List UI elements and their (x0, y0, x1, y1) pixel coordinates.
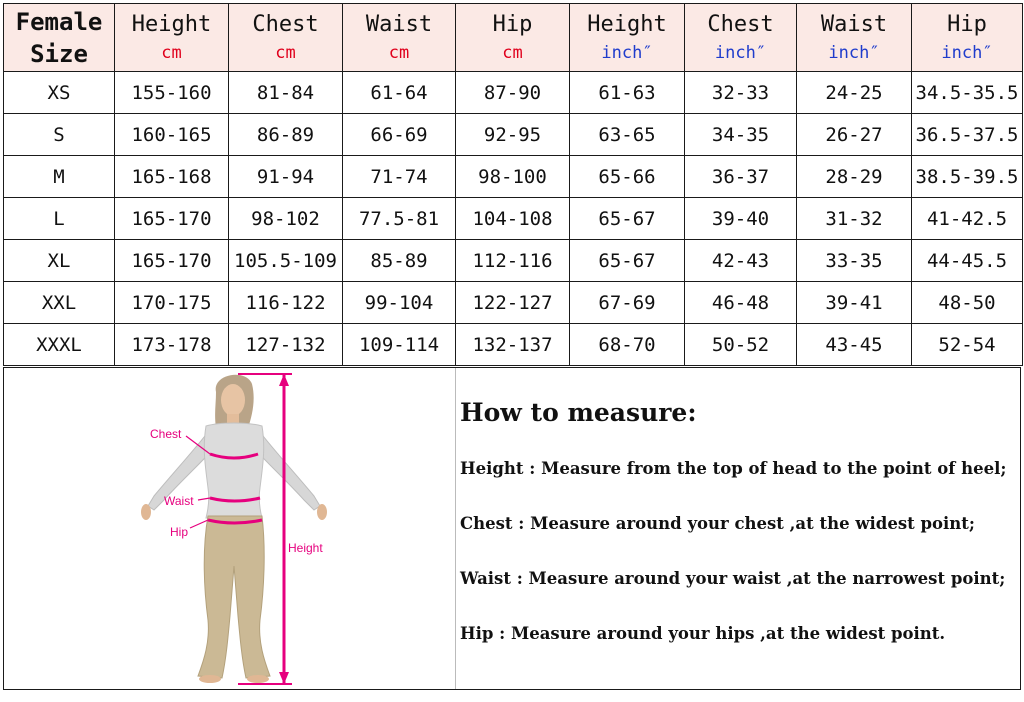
table-cell: 122-127 (456, 282, 570, 324)
col-height-inch: Height inch″ (570, 4, 685, 72)
measurement-panel (3, 367, 1021, 690)
hip-label: Hip (170, 525, 189, 539)
chest-instruction: Chest : Measure around your chest ,at the widest point; (460, 514, 976, 533)
table-cell: 28-29 (797, 156, 912, 198)
table-cell: 173-178 (115, 324, 229, 366)
table-cell: 71-74 (343, 156, 456, 198)
table-cell: 77.5-81 (343, 198, 456, 240)
col-hip-inch: Hip inch″ (912, 4, 1023, 72)
table-cell: 39-40 (685, 198, 797, 240)
table-cell: 109-114 (343, 324, 456, 366)
size-cell: M (4, 156, 115, 198)
table-cell: 104-108 (456, 198, 570, 240)
table-cell: 34-35 (685, 114, 797, 156)
torso-shirt (204, 423, 263, 518)
size-cell: XXL (4, 282, 115, 324)
table-cell: 31-32 (797, 198, 912, 240)
table-cell: 98-102 (229, 198, 343, 240)
chest-label: Chest (150, 427, 182, 441)
table-cell: 42-43 (685, 240, 797, 282)
header-row (4, 4, 1023, 72)
table-cell: 92-95 (456, 114, 570, 156)
woman-figure-illustration (124, 370, 384, 688)
table-cell: 48-50 (912, 282, 1023, 324)
size-cell: S (4, 114, 115, 156)
col-chest-inch: Chest inch″ (685, 4, 797, 72)
table-cell: 50-52 (685, 324, 797, 366)
table-cell: 165-168 (115, 156, 229, 198)
table-row (4, 324, 1023, 366)
waist-label: Waist (164, 494, 194, 508)
size-cell: XXXL (4, 324, 115, 366)
table-cell: 105.5-109 (229, 240, 343, 282)
right-hand (317, 504, 327, 520)
table-cell: 36.5-37.5 (912, 114, 1023, 156)
head-shape (221, 384, 245, 416)
table-cell: 66-69 (343, 114, 456, 156)
table-cell: 65-67 (570, 240, 685, 282)
table-cell: 98-100 (456, 156, 570, 198)
female-size-header: Female Size (4, 4, 115, 72)
table-cell: 33-35 (797, 240, 912, 282)
left-hand (141, 504, 151, 520)
height-arrow-down (279, 672, 289, 684)
table-cell: 44-45.5 (912, 240, 1023, 282)
table-cell: 63-65 (570, 114, 685, 156)
table-cell: 85-89 (343, 240, 456, 282)
table-cell: 160-165 (115, 114, 229, 156)
table-cell: 132-137 (456, 324, 570, 366)
height-instruction: Height : Measure from the top of head to the point of heel; (460, 459, 1007, 478)
how-to-measure-section (460, 398, 1015, 677)
right-foot (247, 675, 269, 683)
table-cell: 46-48 (685, 282, 797, 324)
table-cell: 38.5-39.5 (912, 156, 1023, 198)
table-cell: 127-132 (229, 324, 343, 366)
col-hip-cm: Hip cm (456, 4, 570, 72)
table-cell: 87-90 (456, 72, 570, 114)
table-cell: 165-170 (115, 198, 229, 240)
table-cell: 65-66 (570, 156, 685, 198)
col-waist-inch: Waist inch″ (797, 4, 912, 72)
hip-instruction: Hip : Measure around your hips ,at the widest point. (460, 624, 946, 643)
table-cell: 116-122 (229, 282, 343, 324)
table-row (4, 282, 1023, 324)
table-cell: 67-69 (570, 282, 685, 324)
table-row (4, 156, 1023, 198)
table-row (4, 114, 1023, 156)
table-cell: 68-70 (570, 324, 685, 366)
height-label: Height (288, 541, 323, 555)
table-cell: 43-45 (797, 324, 912, 366)
size-cell: XS (4, 72, 115, 114)
table-cell: 61-63 (570, 72, 685, 114)
table-row (4, 240, 1023, 282)
table-row (4, 198, 1023, 240)
table-cell: 91-94 (229, 156, 343, 198)
how-to-measure-title: How to measure: (460, 398, 697, 427)
table-cell: 165-170 (115, 240, 229, 282)
table-cell: 24-25 (797, 72, 912, 114)
waist-leader-line (198, 498, 210, 500)
table-cell: 86-89 (229, 114, 343, 156)
col-chest-cm: Chest cm (229, 4, 343, 72)
col-waist-cm: Waist cm (343, 4, 456, 72)
table-cell: 41-42.5 (912, 198, 1023, 240)
table-cell: 52-54 (912, 324, 1023, 366)
table-cell: 61-64 (343, 72, 456, 114)
table-cell: 39-41 (797, 282, 912, 324)
table-cell: 155-160 (115, 72, 229, 114)
table-cell: 65-67 (570, 198, 685, 240)
measurement-figure (124, 370, 384, 688)
left-foot (199, 675, 221, 683)
table-cell: 170-175 (115, 282, 229, 324)
panel-divider (455, 368, 456, 689)
table-cell: 36-37 (685, 156, 797, 198)
table-cell: 99-104 (343, 282, 456, 324)
table-cell: 34.5-35.5 (912, 72, 1023, 114)
size-cell: XL (4, 240, 115, 282)
table-cell: 81-84 (229, 72, 343, 114)
height-arrow-up (279, 374, 289, 386)
table-row (4, 72, 1023, 114)
table-cell: 32-33 (685, 72, 797, 114)
size-chart-table (3, 3, 1023, 366)
pants-shape (198, 516, 270, 678)
size-cell: L (4, 198, 115, 240)
col-height-cm: Height cm (115, 4, 229, 72)
hip-leader-line (190, 520, 208, 528)
table-cell: 112-116 (456, 240, 570, 282)
table-cell: 26-27 (797, 114, 912, 156)
waist-instruction: Waist : Measure around your waist ,at the narrowest point; (460, 569, 1006, 588)
